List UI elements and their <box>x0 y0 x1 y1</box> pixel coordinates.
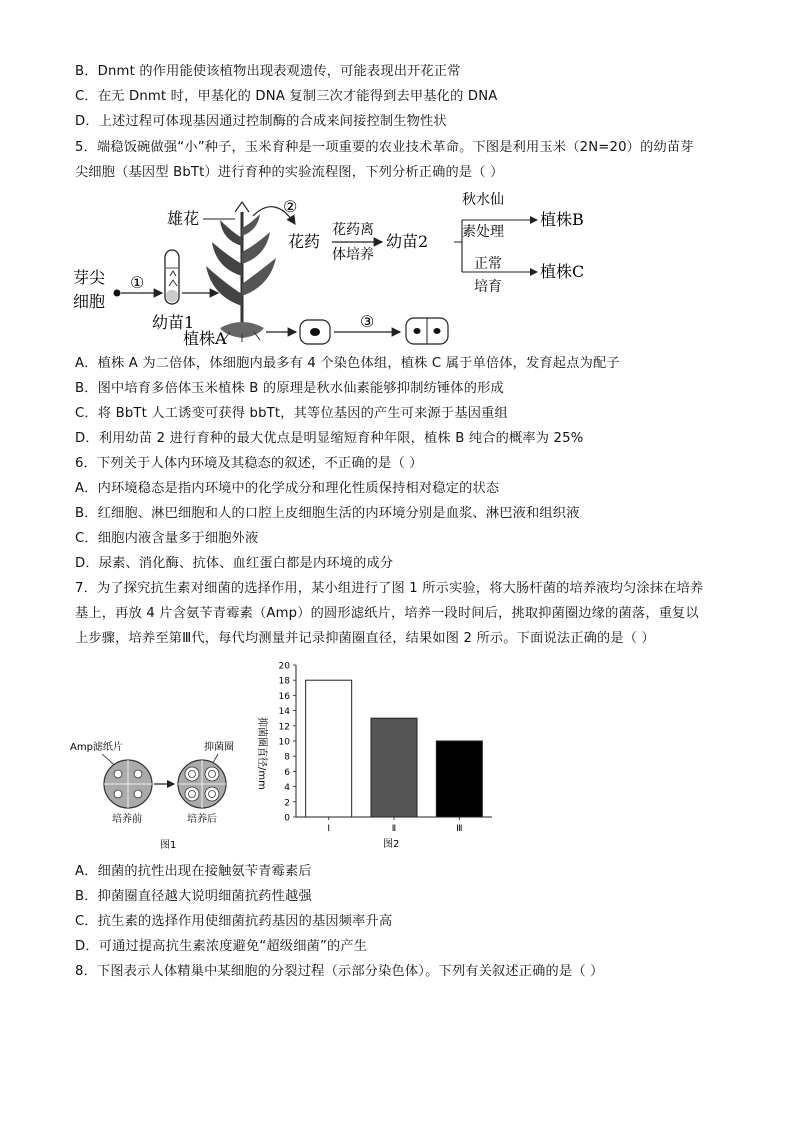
q7-stem-line1: 7．为了探究抗生素对细菌的选择作用，某小组进行了图 1 所示实验，将大肠杆菌的培养液均匀涂抹在培养 <box>75 581 704 596</box>
dish-before-icon <box>104 760 152 808</box>
q8-stem: 8．下图表示人体精巢中某细胞的分裂过程（示部分染色体）。下列有关叙述正确的是（ ） <box>75 964 604 979</box>
colchicine-label-2: 素处理 <box>462 224 504 240</box>
y-tick-label: 6 <box>284 767 290 778</box>
plant-a-label: 植株A <box>183 329 227 348</box>
x-tick-label: Ⅲ <box>456 824 463 834</box>
y-axis-title <box>256 717 269 790</box>
x-tick-label: Ⅰ <box>327 824 330 834</box>
bar-2 <box>371 718 417 817</box>
q6-option-a: A．内环境稳态是指内环境中的化学成分和理化性质保持相对稳定的状态 <box>75 481 500 496</box>
bud-cell-dot <box>114 290 121 297</box>
q6-stem: 6．下列关于人体内环境及其稳态的叙述，不正确的是（ ） <box>75 456 423 471</box>
q4-option-b: B．Dnmt 的作用能使该植物出现表观遗传，可能表现出开花正常 <box>75 64 461 79</box>
bar-3 <box>436 741 482 817</box>
y-tick-label: 18 <box>278 676 290 687</box>
q5-stem-line2: 尖细胞（基因型 BbTt）进行育种的实验流程图，下列分析正确的是（ ） <box>75 165 504 180</box>
inhibition-zone-label: 抑菌圈 <box>204 742 234 753</box>
male-flower-label: 雄花 <box>167 209 200 228</box>
q7-option-c: C．抗生素的选择作用使细菌抗药基因的基因频率升高 <box>75 914 393 929</box>
y-axis-title-text: 抑菌圈直径/mm <box>256 717 267 790</box>
q4-option-c: C．在无 Dnmt 时，甲基化的 DNA 复制三次才能得到去甲基化的 DNA <box>75 89 498 104</box>
anther-label: 花药 <box>288 232 321 251</box>
q7-stem-line2: 基上，再放 4 片含氨苄青霉素（Amp）的圆形滤纸片，培养一段时间后，挑取抑菌圈边缘的菌落，重复以 <box>75 606 699 621</box>
normal-label-1: 正常 <box>474 256 502 272</box>
single-cell-icon <box>300 320 330 344</box>
q7-option-d: D．可通过提高抗生素浓度避免“超级细菌”的产生 <box>75 939 368 954</box>
q6-option-c: C．细胞内液含量多于细胞外液 <box>75 531 259 546</box>
figure2-caption: 图2 <box>383 839 400 850</box>
q7-figure2-bar-chart <box>250 655 500 855</box>
q7-option-a: A．细菌的抗性出现在接触氨苄青霉素后 <box>75 864 312 879</box>
dividing-cell-icon <box>406 318 448 344</box>
bud-cell-label-2: 细胞 <box>73 292 106 311</box>
plant-b-label: 植株B <box>540 210 584 229</box>
y-tick-label: 16 <box>278 691 290 702</box>
normal-label-2: 培育 <box>474 279 502 295</box>
q6-option-b: B．红细胞、淋巴细胞和人的口腔上皮细胞生活的内环境分别是血浆、淋巴液和组织液 <box>75 506 580 521</box>
q7-option-b: B．抑菌圈直径越大说明细菌抗药性越强 <box>75 889 312 904</box>
y-tick-label: 10 <box>278 737 290 748</box>
q5-option-b: B．图中培育多倍体玉米植株 B 的原理是秋水仙素能够抑制纺锤体的形成 <box>75 381 504 396</box>
step3-label: ③ <box>360 312 375 331</box>
y-tick-label: 8 <box>284 752 290 763</box>
figure1-caption: 图1 <box>160 840 177 851</box>
step1-label: ① <box>130 273 145 292</box>
q5-option-c: C．将 BbTt 人工诱变可获得 bbTt，其等位基因的产生可来源于基因重组 <box>75 406 508 421</box>
x-tick-label: Ⅱ <box>391 824 397 834</box>
q5-option-d: D．利用幼苗 2 进行育种的最大优点是明显缩短育种年限，植株 B 纯合的概率为 25% <box>75 431 584 446</box>
before-culture-label: 培养前 <box>112 814 142 825</box>
q5-breeding-flowchart <box>70 186 610 348</box>
q6-option-d: D．尿素、消化酶、抗体、血红蛋白都是内环境的成分 <box>75 556 394 571</box>
test-tube-icon <box>165 250 179 304</box>
colchicine-label-1: 秋水仙 <box>462 192 504 208</box>
seedling1-label: 幼苗1 <box>152 313 195 332</box>
y-tick-label: 20 <box>278 661 290 672</box>
culture-label-1: 花药离 <box>332 222 374 238</box>
seedling2-label: 幼苗2 <box>386 232 429 251</box>
y-tick-label: 4 <box>284 783 290 794</box>
bar-1 <box>306 680 352 817</box>
q5-stem-line1: 5．端稳饭碗做强“小”种子，玉米育种是一项重要的农业技术革命。下图是利用玉米（2N=20）的幼苗芽 <box>75 140 694 155</box>
step2-label: ② <box>283 197 298 216</box>
bud-cell-label-1: 芽尖 <box>73 268 106 287</box>
culture-label-2: 体培养 <box>332 247 374 263</box>
maize-plant-icon <box>206 202 276 342</box>
y-tick-label: 14 <box>278 707 290 718</box>
q5-option-a: A．植株 A 为二倍体，体细胞内最多有 4 个染色体组，植株 C 属于单倍体，发育起点为配子 <box>75 356 620 371</box>
q4-option-d: D．上述过程可体现基因通过控制酶的合成来间接控制生物性状 <box>75 114 447 129</box>
y-tick-label: 12 <box>278 722 290 733</box>
after-culture-label: 培养后 <box>187 814 217 825</box>
dish-after-icon <box>178 760 226 808</box>
q7-stem-line3: 上步骤，培养至第Ⅲ代，每代均测量并记录抑菌圈直径，结果如图 2 所示。下面说法正确的是（ ） <box>75 631 655 646</box>
amp-disc-label: Amp滤纸片 <box>70 742 123 753</box>
plant-c-label: 植株C <box>540 262 585 281</box>
y-tick-label: 0 <box>284 813 290 824</box>
q7-figure1 <box>70 730 250 855</box>
y-tick-label: 2 <box>284 798 290 809</box>
